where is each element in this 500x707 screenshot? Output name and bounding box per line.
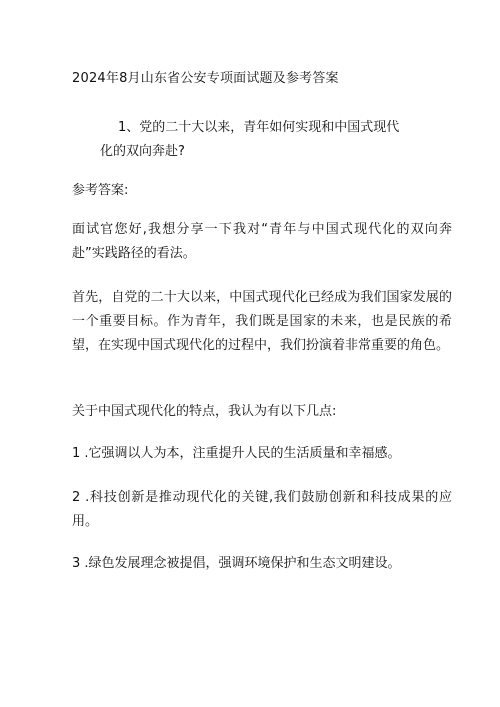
document-title: 2024年8月山东省公安专项面试题及参考答案: [72, 71, 339, 86]
question-block: [100, 116, 410, 164]
question-line-2: 化的双向奔赴?: [100, 144, 185, 159]
paragraph-first: 首先，自党的二十大以来，中国式现代化已经成为我们国家发展的一个重要目标。作为青年，我们既是国家的未来，也是民族的希望，在实现中国式现代化的过程中，我们扮演着非常重要的角色。: [72, 290, 452, 353]
paragraph-intro: 面试官您好,我想分享一下我对“青年与中国式现代化的双向奔赴”实践路径的看法。: [72, 222, 452, 261]
list-item-3: 3 .绿色发展理念被提倡，强调环境保护和生态文明建设。: [72, 556, 401, 571]
answer-label: 参考答案:: [72, 183, 129, 198]
paragraph-features-heading: 关于中国式现代化的特点，我认为有以下几点:: [72, 404, 337, 419]
list-item-1: 1 .它强调以人为本，注重提升人民的生活质量和幸福感。: [72, 446, 401, 461]
question-line-1: 1、党的二十大以来，青年如何实现和中国式现代: [118, 120, 400, 135]
list-item-2: 2 .科技创新是推动现代化的关键,我们鼓励创新和科技成果的应用。: [72, 490, 452, 529]
